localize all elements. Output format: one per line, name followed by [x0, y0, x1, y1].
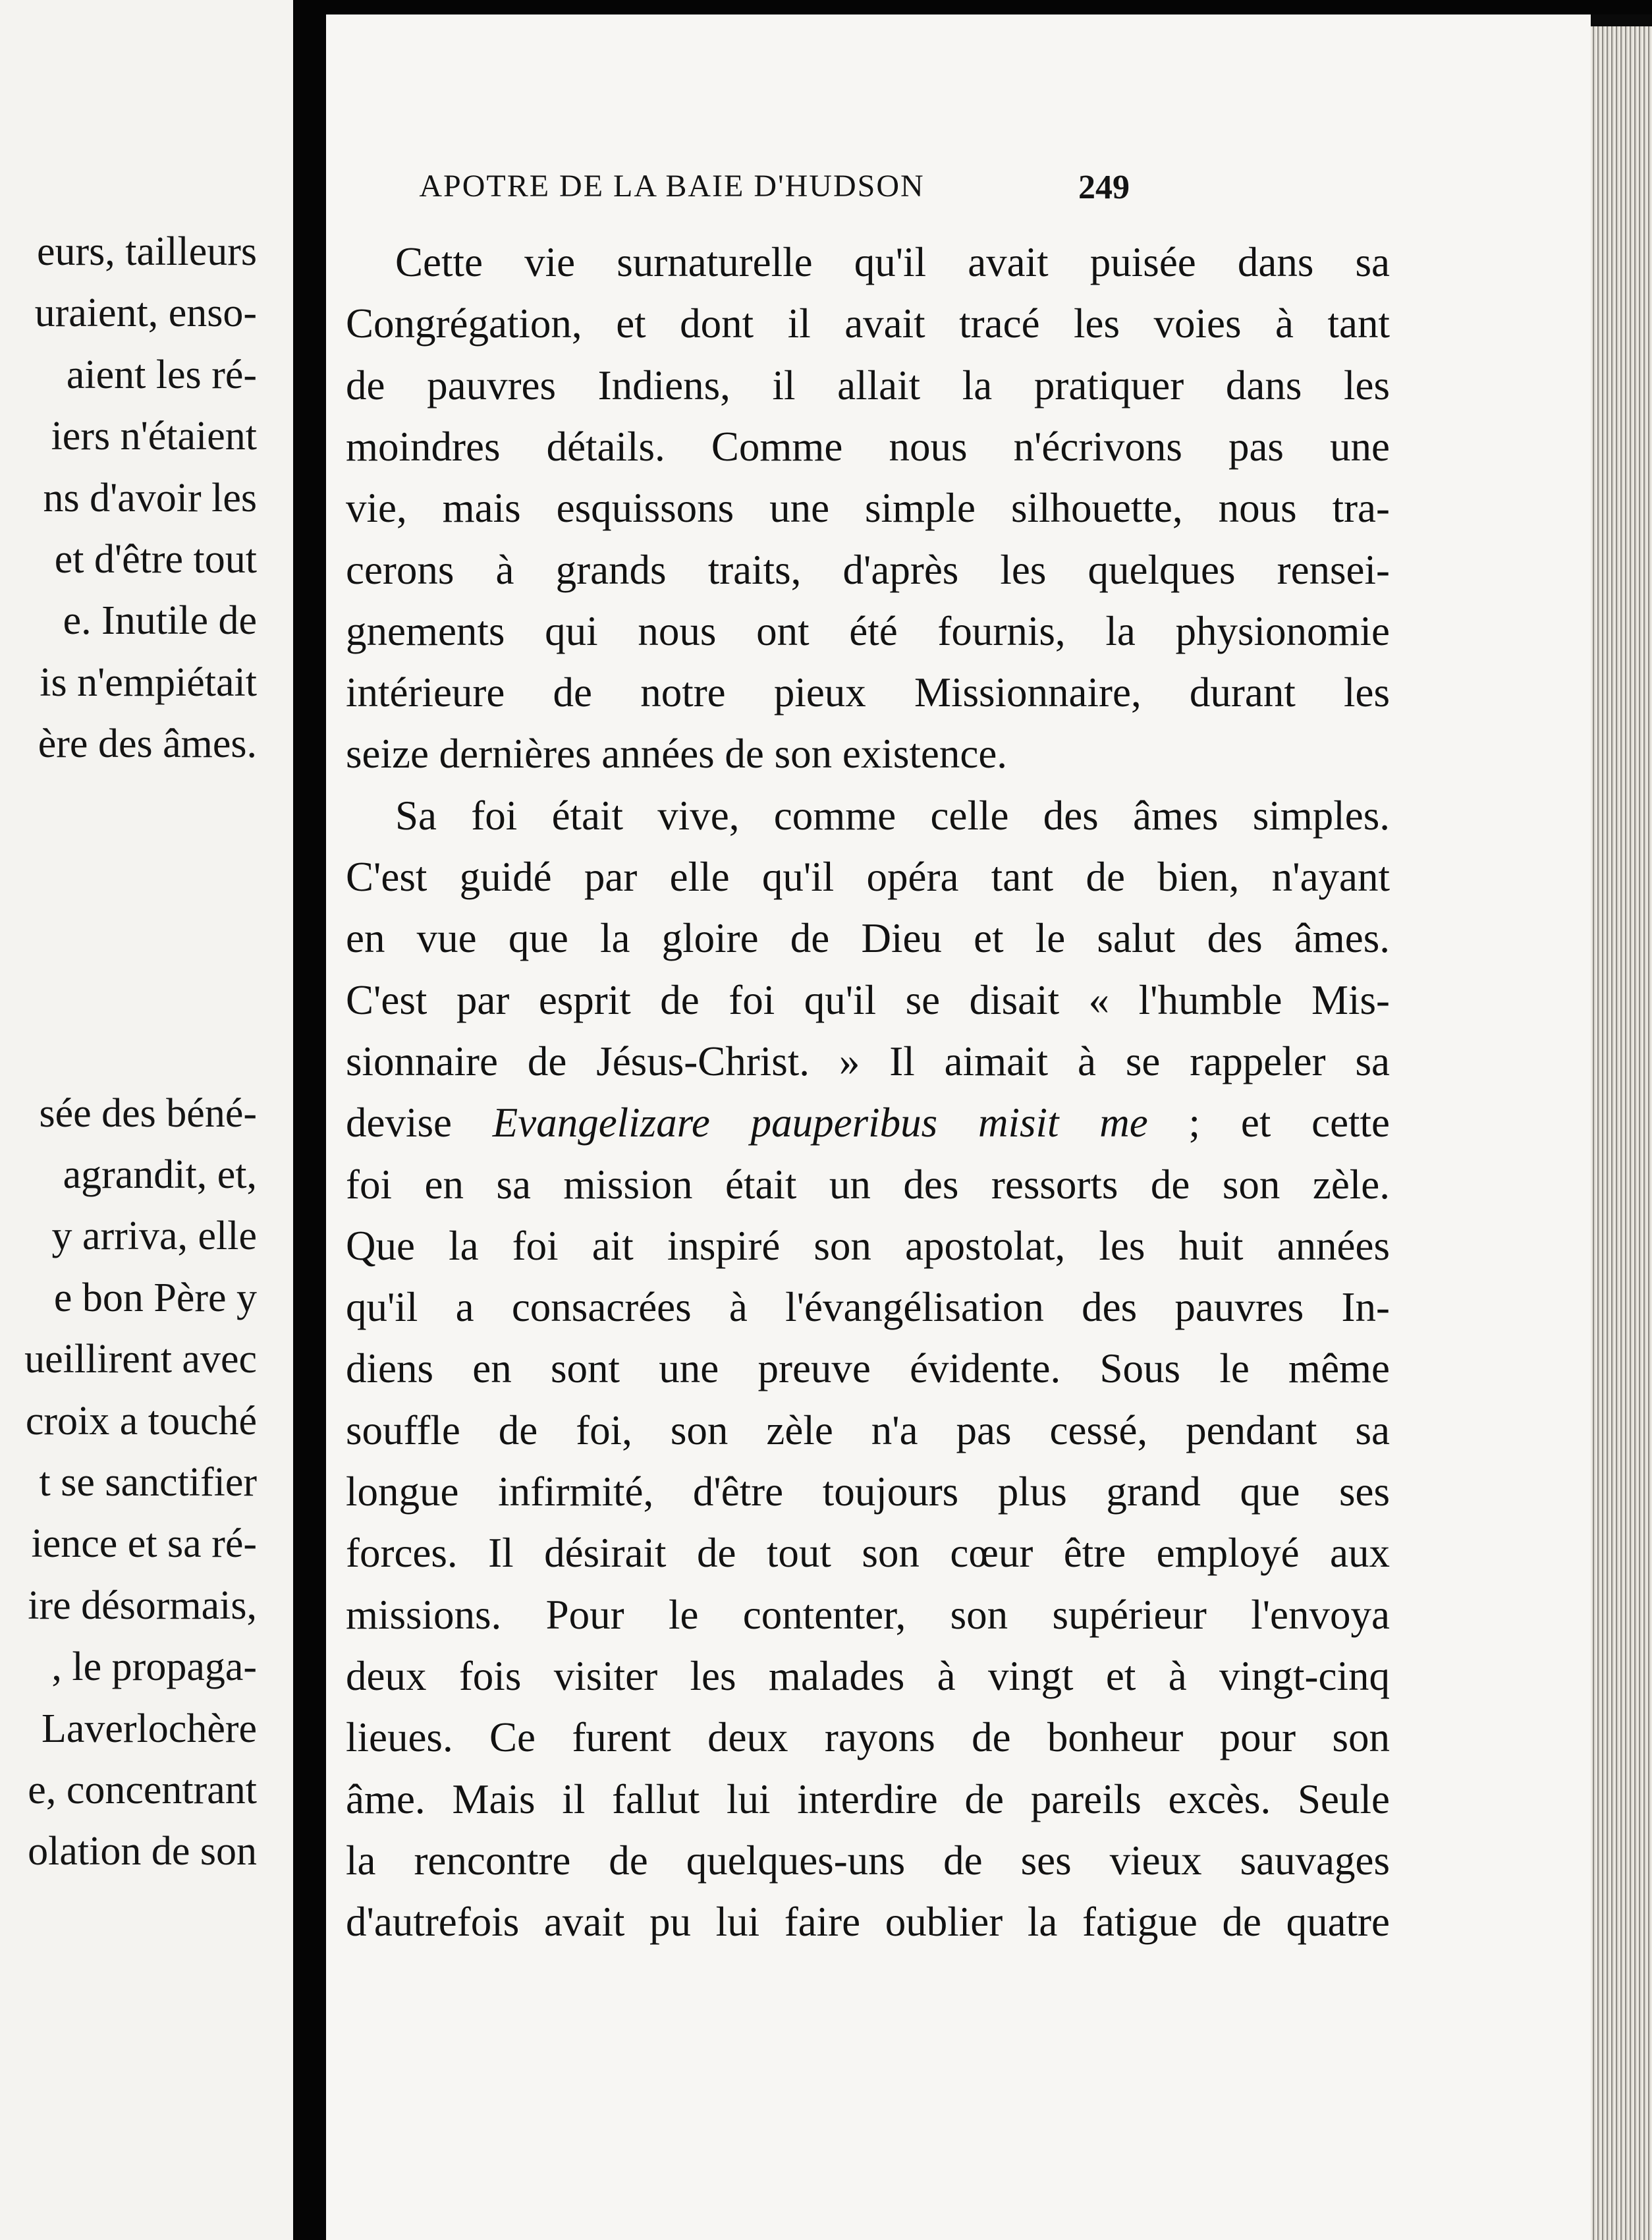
body-line: longue infirmité, d'être toujours plus grand que ses: [346, 1469, 1390, 1515]
left-page-line: eurs, tailleurs: [36, 229, 257, 274]
body-line: seize dernières années de son existence.: [346, 731, 1008, 777]
running-head: APOTRE DE LA BAIE D'HUDSON: [419, 169, 925, 204]
body-line: foi en sa mission était un des ressorts de son zèle.: [346, 1161, 1390, 1208]
body-line: sionnaire de Jésus-Christ. » Il aimait à se rappeler sa: [346, 1038, 1390, 1084]
left-page-line: e bon Père y: [53, 1275, 257, 1320]
left-page-line: olation de son: [28, 1829, 257, 1874]
page-number: 249: [1078, 169, 1130, 206]
body-line: qu'il a consacrées à l'évangélisation des pauvres In-: [346, 1284, 1390, 1331]
left-page-line: uraient, enso-: [34, 291, 257, 336]
left-page-line: agrandit, et,: [63, 1152, 257, 1197]
left-page-line: e. Inutile de: [63, 598, 257, 644]
left-page-line: ueillirent avec: [24, 1337, 257, 1382]
body-line: diens en sont une preuve évidente. Sous le même: [346, 1345, 1390, 1392]
body-line: la rencontre de quelques-uns de ses vieux sauvages: [346, 1837, 1390, 1884]
body-line: forces. Il désirait de tout son cœur être employé aux: [346, 1530, 1390, 1577]
motto-italic: Evangelizare pauperibus misit me: [492, 1100, 1148, 1146]
body-line: d'autrefois avait pu lui faire oublier la fatigue de quatre: [346, 1899, 1390, 1946]
body-line: de pauvres Indiens, il allait la pratiquer dans les: [346, 362, 1390, 408]
body-line: moindres détails. Comme nous n'écrivons pas une: [346, 423, 1390, 470]
left-page-line: croix a touché: [25, 1398, 257, 1443]
page-edges: [1591, 26, 1652, 2240]
body-text-run: devise: [346, 1100, 452, 1146]
body-line: lieues. Ce furent deux rayons de bonheur pour son: [346, 1714, 1390, 1761]
body-line: âme. Mais il fallut lui interdire de pareils excès. Seule: [346, 1776, 1390, 1822]
left-page-line: t se sanctifier: [39, 1460, 257, 1505]
body-line: en vue que la gloire de Dieu et le salut des âmes.: [346, 915, 1390, 962]
left-page-line: y arriva, elle: [51, 1214, 257, 1259]
left-page-line: ère des âmes.: [38, 721, 257, 767]
body-line: gnements qui nous ont été fournis, la physionomie: [346, 607, 1390, 654]
body-line: Cette vie surnaturelle qu'il avait puisée dans sa: [395, 239, 1390, 285]
left-page-line: ience et sa ré-: [31, 1521, 257, 1567]
body-line: cerons à grands traits, d'après les quelques rensei-: [346, 546, 1390, 593]
left-page-line: ire désormais,: [28, 1582, 257, 1628]
body-line: C'est par esprit de foi qu'il se disait « l'humble Mis-: [346, 976, 1390, 1023]
body-line: intérieure de notre pieux Missionnaire, durant les: [346, 669, 1390, 716]
body-text-run: ; et cette: [1188, 1100, 1390, 1146]
left-page-line: , le propaga-: [51, 1644, 257, 1690]
body-line: Que la foi ait inspiré son apostolat, les huit années: [346, 1222, 1390, 1269]
body-line: Congrégation, et dont il avait tracé les voies à tant: [346, 300, 1390, 347]
body-line: deux fois visiter les malades à vingt et à vingt-cinq: [346, 1652, 1390, 1699]
left-page-line: et d'être tout: [54, 537, 257, 582]
body-line: C'est guidé par elle qu'il opéra tant de bien, n'ayant: [346, 854, 1390, 900]
body-line: missions. Pour le contenter, son supérieur l'envoya: [346, 1591, 1390, 1638]
left-page-line: is n'empiétait: [40, 659, 257, 705]
left-page-line: aient les ré-: [66, 352, 257, 397]
left-page-line: ns d'avoir les: [43, 475, 257, 520]
left-page-line: iers n'étaient: [51, 414, 257, 459]
body-line: [13, 1092, 1390, 1153]
body-line: Sa foi était vive, comme celle des âmes simples.: [395, 792, 1390, 839]
left-page-line: sée des béné-: [39, 1090, 257, 1136]
body-line: vie, mais esquissons une simple silhouette, nous tra-: [346, 485, 1390, 532]
body-line: souffle de foi, son zèle n'a pas cessé, pendant sa: [346, 1407, 1390, 1453]
left-page-line: Laverlochère: [41, 1706, 257, 1751]
left-page-line: e, concentrant: [28, 1768, 257, 1812]
